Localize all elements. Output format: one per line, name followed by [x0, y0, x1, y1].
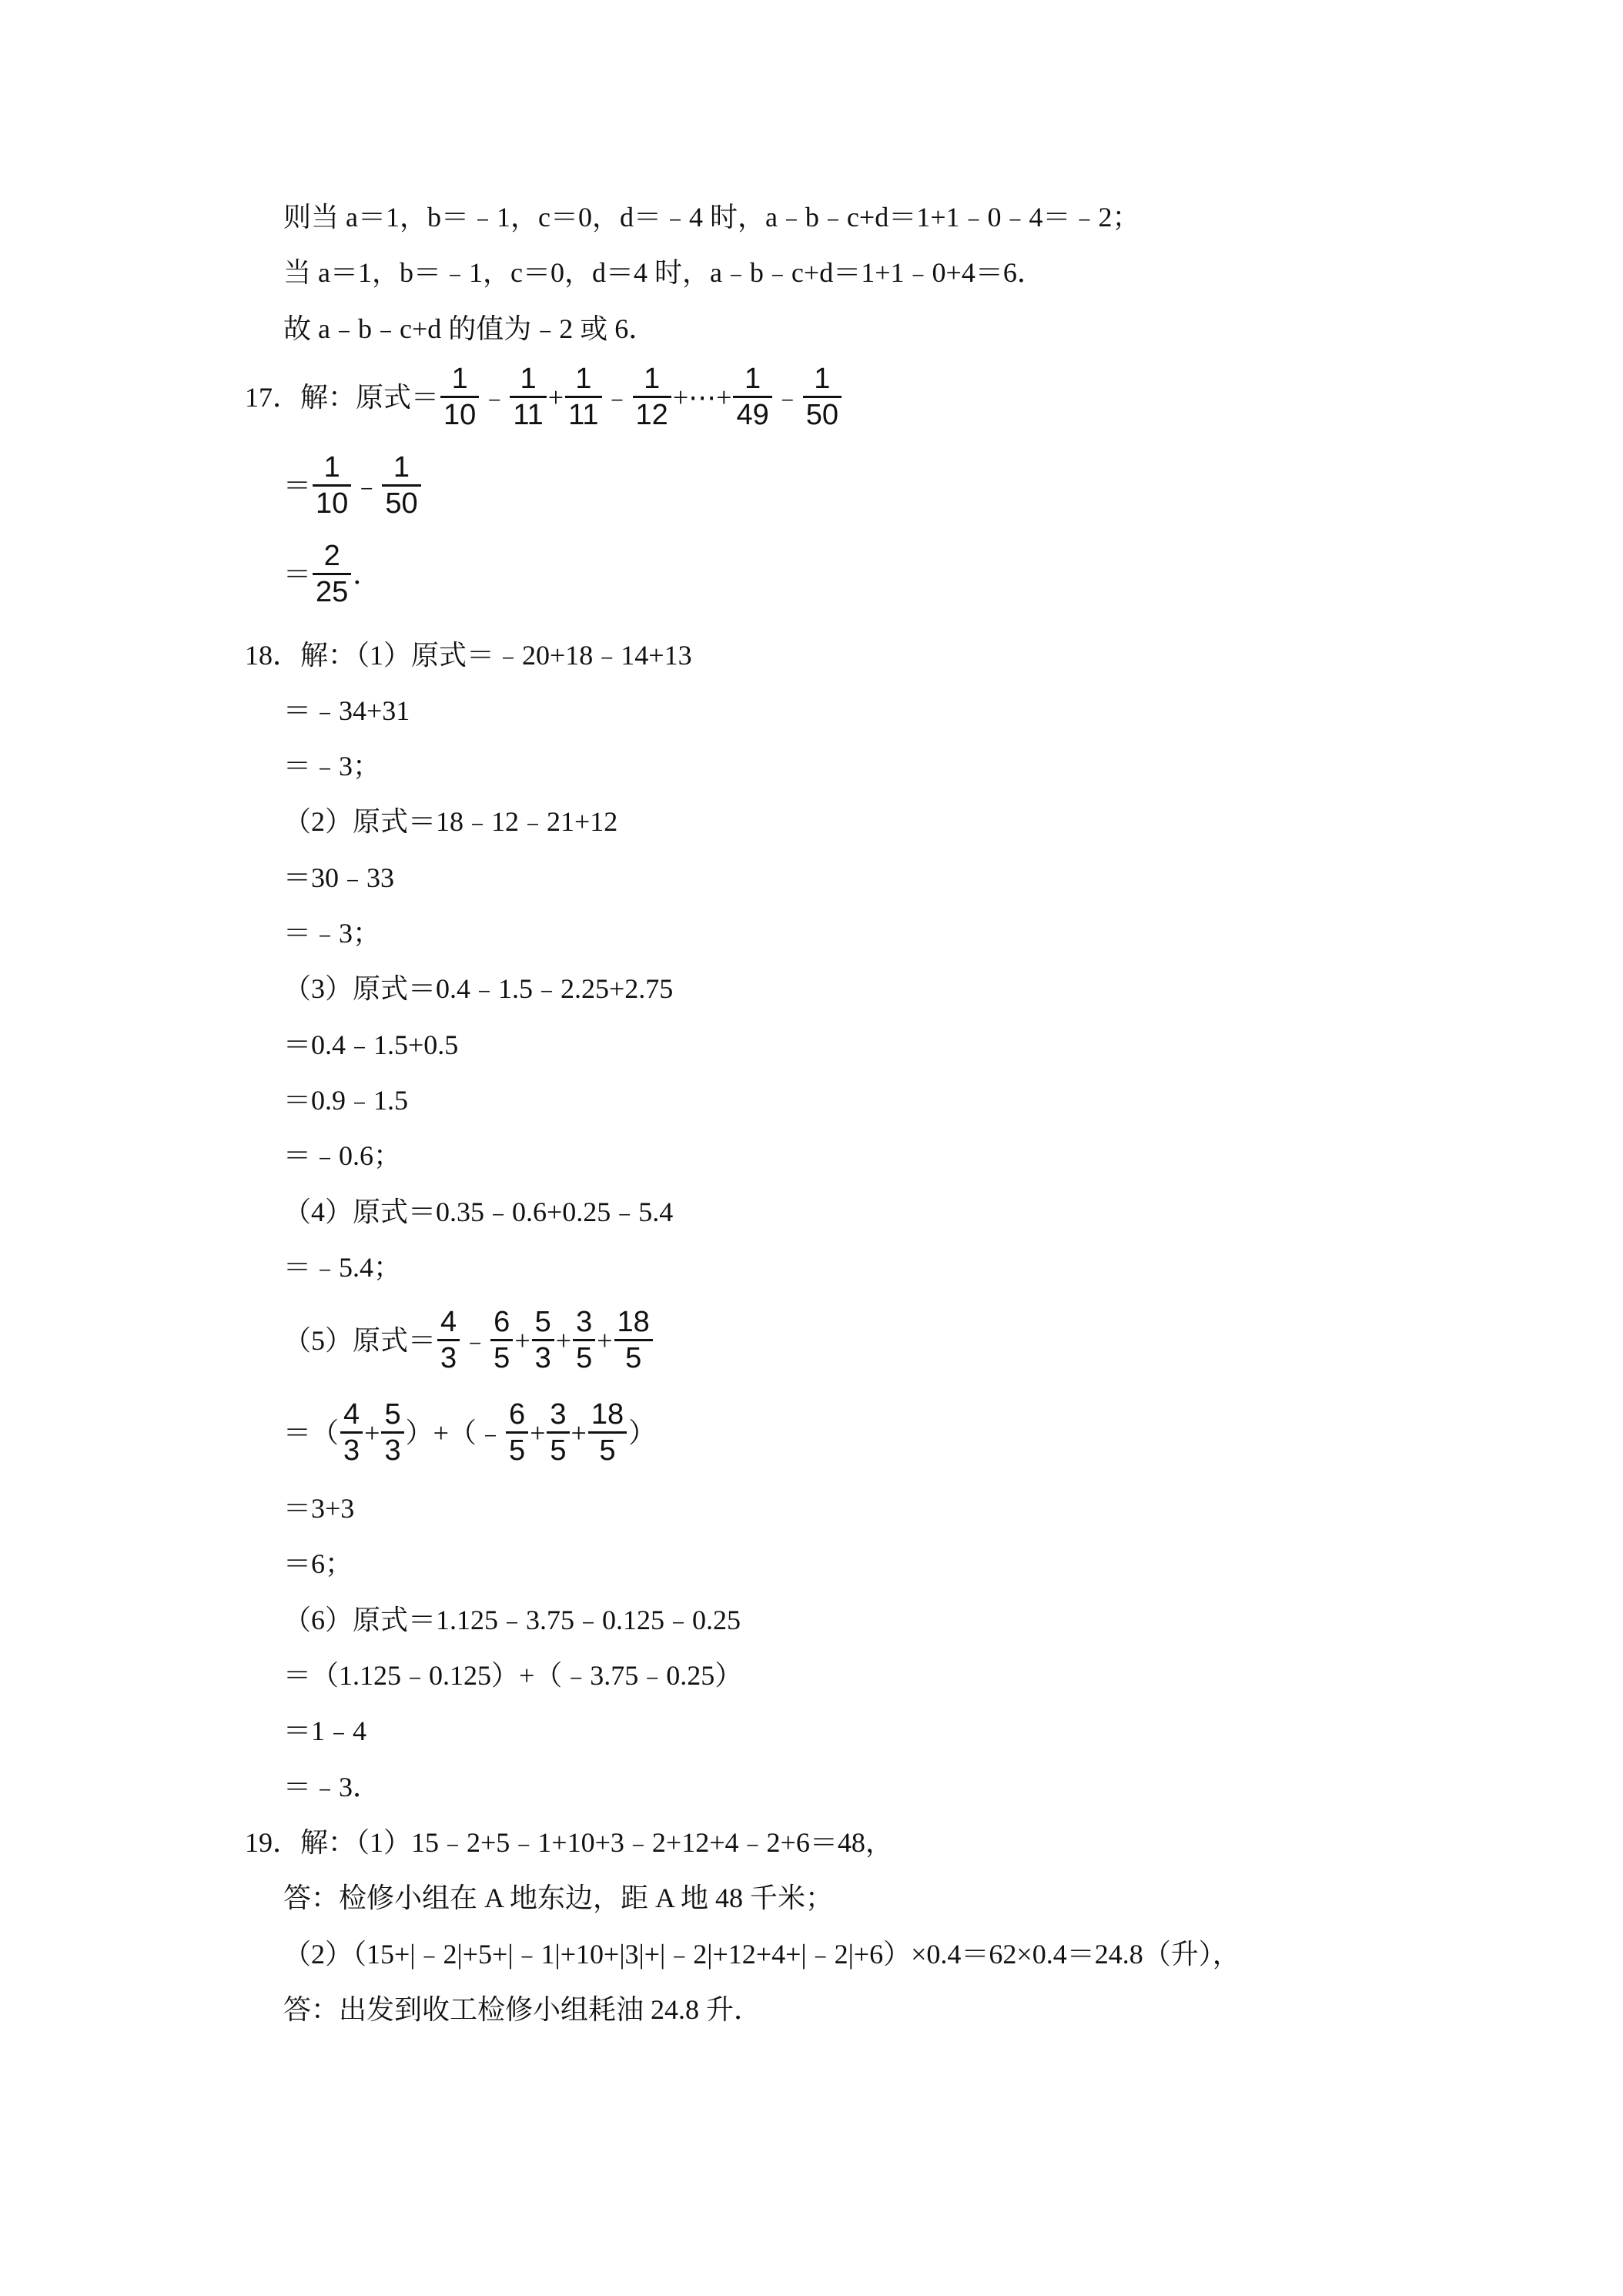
fraction: $\frac{5}{3}$ [532, 1305, 554, 1375]
fraction: $\frac{3}{5}$ [573, 1305, 595, 1375]
fraction: $\frac{1}{11}$ [510, 362, 546, 432]
text-line: 则当 a＝1，b＝﹣1，c＝0，d＝﹣4 时，a﹣b﹣c+d＝1+1﹣0﹣4＝﹣2； [283, 202, 1140, 233]
fraction: $\frac{1}{10}$ [313, 450, 351, 520]
problem-17-line-1: 17．解：原式＝ $\frac{1}{10}$ ﹣ $\frac{1}{11}$ + $\frac{1}{11}$ ﹣ $\frac{1}{12}$ +⋯+ $\frac{1}{49}$ ﹣ $\frac{1}{50}$ [245, 362, 843, 432]
text-line: ＝6； [283, 1548, 353, 1579]
fraction: $\frac{1}{50}$ [382, 450, 420, 520]
fraction: $\frac{3}{5}$ [547, 1397, 569, 1468]
text-line: （6）原式＝1.125﹣3.75﹣0.125﹣0.25 [283, 1605, 741, 1635]
text-line: 答：检修小组在 A 地东边，距 A 地 48 千米； [283, 1883, 834, 1913]
text-line: ＝1﹣4 [283, 1715, 367, 1746]
fraction: $\frac{6}{5}$ [490, 1305, 513, 1375]
fraction: $\frac{18}{5}$ [614, 1305, 653, 1375]
fraction: $\frac{1}{49}$ [733, 362, 771, 432]
problem-18-5-line-2: ＝（ $\frac{4}{3}$ + $\frac{5}{3}$ ）+（﹣ $\frac{6}{5}$ + $\frac{3}{5}$ + $\frac{18}{5}$ ） [283, 1398, 657, 1467]
problem-17-line-2: ＝ $\frac{1}{10}$ ﹣ $\frac{1}{50}$ [283, 450, 423, 520]
fraction: $\frac{1}{12}$ [633, 362, 671, 432]
text-line: ＝﹣5.4； [283, 1252, 402, 1283]
text-line: 故 a﹣b﹣c+d 的值为﹣2 或 6． [283, 313, 657, 344]
problem-18-5-line-1: （5）原式＝ $\frac{4}{3}$ ﹣ $\frac{6}{5}$ + $\frac{5}{3}$ + $\frac{3}{5}$ + $\frac{18}{5}$ [283, 1305, 654, 1375]
fraction: $\frac{5}{3}$ [381, 1397, 403, 1468]
fraction: $\frac{2}{25}$ [313, 539, 351, 609]
text-line: ＝﹣3． [283, 1772, 381, 1802]
text-line: ＝﹣34+31 [283, 695, 410, 726]
text-line: （3）原式＝0.4﹣1.5﹣2.25+2.75 [283, 973, 674, 1004]
problem-17-line-3: ＝ $\frac{2}{25}$ ． [283, 540, 381, 608]
text-line: ＝3+3 [283, 1493, 355, 1524]
text-line: ＝（1.125﹣0.125）+（﹣3.75﹣0.25） [283, 1660, 743, 1691]
text-line: （4）原式＝0.35﹣0.6+0.25﹣5.4 [283, 1197, 674, 1227]
text-line: 答：出发到收工检修小组耗油 24.8 升． [283, 1994, 762, 2025]
text-line: （2）（15+|﹣2|+5+|﹣1|+10+|3|+|﹣2|+12+4+|﹣2|+6）×0.4＝62×0.4＝24.8（升）， [283, 1939, 1240, 1970]
text-line: 19．解：（1）15﹣2+5﹣1+10+3﹣2+12+4﹣2+6＝48， [245, 1827, 893, 1858]
text-line: ＝30﹣33 [283, 862, 395, 893]
fraction: $\frac{4}{3}$ [340, 1397, 363, 1468]
text-line: ＝﹣3； [283, 918, 381, 949]
text-line: 18．解：（1）原式＝﹣20+18﹣14+13 [245, 640, 692, 671]
text-line: ＝0.4﹣1.5+0.5 [283, 1029, 459, 1060]
fraction: $\frac{18}{5}$ [588, 1397, 627, 1468]
text-line: ＝﹣0.6； [283, 1140, 402, 1171]
fraction: $\frac{1}{50}$ [803, 362, 842, 432]
fraction: $\frac{4}{3}$ [437, 1305, 460, 1375]
fraction: $\frac{6}{5}$ [506, 1397, 528, 1468]
text-line: ＝﹣3； [283, 751, 381, 782]
text-line: （2）原式＝18﹣12﹣21+12 [283, 806, 618, 837]
fraction: $\frac{1}{10}$ [440, 362, 479, 432]
text-line: 当 a＝1，b＝﹣1，c＝0，d＝4 时，a﹣b﹣c+d＝1+1﹣0+4＝6． [283, 257, 1045, 288]
text-line: ＝0.9﹣1.5 [283, 1085, 409, 1116]
fraction: $\frac{1}{11}$ [565, 362, 601, 432]
